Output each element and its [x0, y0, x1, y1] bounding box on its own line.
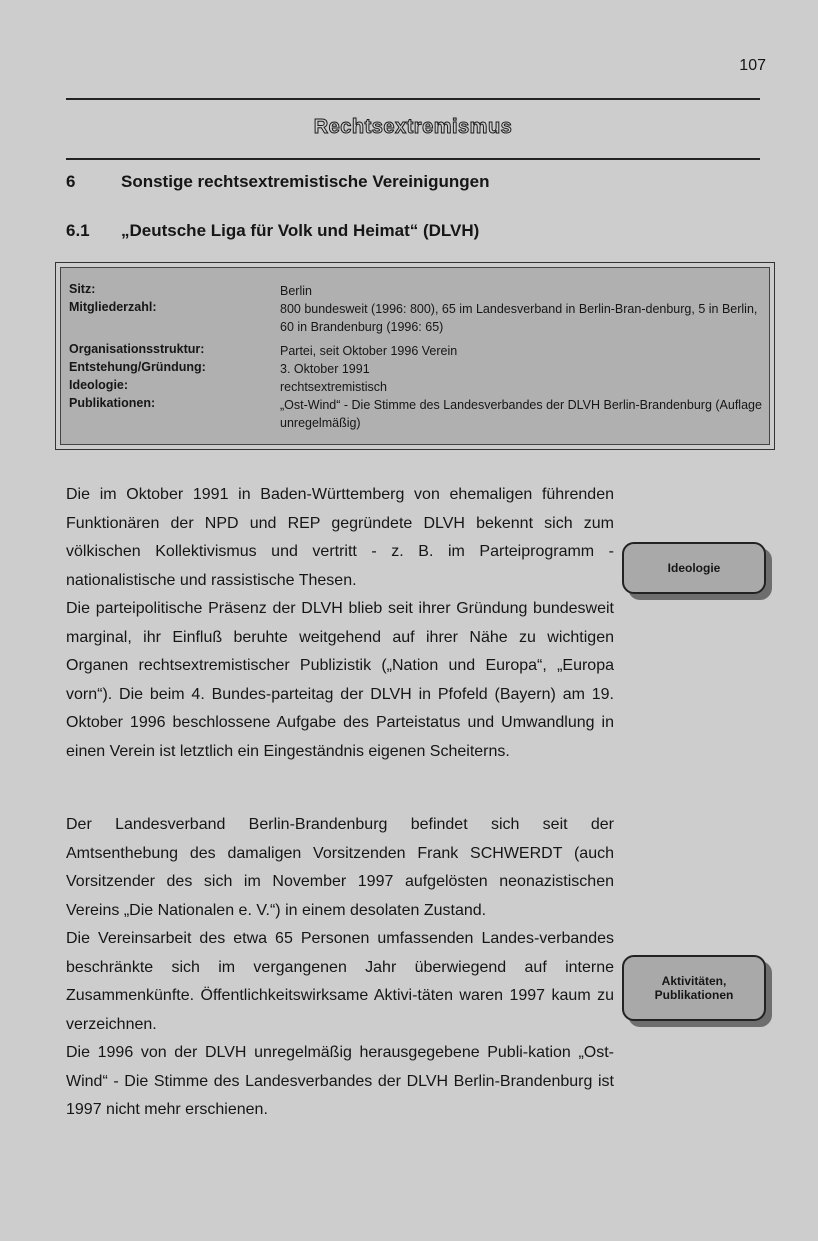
fact-key: Ideologie: — [69, 378, 129, 392]
subsection-title: „Deutsche Liga für Volk und Heimat“ (DLVH) — [121, 221, 480, 240]
section-number: 6 — [66, 172, 76, 191]
subsection-heading — [66, 221, 479, 241]
fact-key: Sitz: — [69, 282, 96, 296]
fact-value: rechtsextremistisch — [280, 380, 387, 394]
fact-value: Partei, seit Oktober 1996 Verein — [280, 344, 458, 358]
fact-key: Mitgliederzahl: — [69, 300, 157, 314]
section-title: Sonstige rechtsextremistische Vereinigungen — [121, 172, 490, 191]
paragraph: Die 1996 von der DLVH unregelmäßig herausgegebene Publi-kation „Ost-Wind“ - Die Stimme des Landesverbandes der DLVH Berlin-Brandenburg ist 1997 nicht mehr erschienen. — [66, 1044, 614, 1118]
paragraph: Die Vereinsarbeit des etwa 65 Personen umfassenden Landes-verbandes beschränkte sich im vergangenen Jahr überwiegend auf interne Zusammenkünfte. Öffentlichkeitswirksame Aktivi-täten waren 1997 kaum zu verzeichnen. — [66, 930, 614, 1033]
margin-note-aktivitaeten — [622, 955, 766, 1021]
running-head: Rechtsextremismus — [313, 116, 513, 138]
body-block-1 — [66, 481, 614, 766]
fact-box — [55, 262, 775, 450]
fact-key: Entstehung/Gründung: — [69, 360, 206, 374]
fact-value: „Ost-Wind“ - Die Stimme des Landesverbandes der DLVH Berlin-Brandenburg (Auflage unregelmäßig) — [280, 398, 762, 430]
paragraph: Der Landesverband Berlin-Brandenburg befindet sich seit der Amtsenthebung des damaligen Vorsitzenden Frank SCHWERDT (auch Vorsitzender des sich im November 1997 aufgelösten neonazistischen Vereins „Die Nationalen e. V.“) in einem desolaten Zustand. — [66, 816, 614, 919]
fact-key: Organisationsstruktur: — [69, 342, 205, 356]
page-number: 107 — [739, 57, 766, 74]
top-rule — [66, 98, 760, 100]
head-rule — [66, 158, 760, 160]
fact-key: Publikationen: — [69, 396, 156, 410]
fact-value: Berlin — [280, 284, 312, 298]
margin-note-label: Ideologie — [667, 561, 721, 575]
subsection-number: 6.1 — [66, 221, 90, 240]
fact-value: 800 bundesweit (1996: 800), 65 im Landesverband in Berlin-Bran-denburg, 5 in Berlin, 60 in Brandenburg (1996: 65) — [280, 302, 758, 334]
fact-value: 3. Oktober 1991 — [280, 362, 370, 376]
margin-note-label: Aktivitäten, — [661, 974, 727, 988]
margin-note-label: Publikationen — [654, 988, 734, 1002]
body-block-2 — [66, 811, 614, 1125]
paragraph: Die parteipolitische Präsenz der DLVH blieb seit ihrer Gründung bundesweit marginal, ihr Einfluß beruhte weitgehend auf ihrer Nähe zu wichtigen Organen rechtsextremistischer Publizistik („Nation und Europa“, „Europa vorn“). Die beim 4. Bundes-parteitag der DLVH in Pfofeld (Bayern) am 19. Oktober 1996 beschlossene Aufgabe des Parteistatus und Umwandlung in einen Verein ist letztlich ein Eingeständnis eigenen Scheiterns. — [66, 600, 614, 760]
margin-note-ideologie — [622, 542, 766, 594]
fact-box-inner — [60, 267, 770, 445]
section-heading — [66, 172, 489, 192]
paragraph: Die im Oktober 1991 in Baden-Württemberg von ehemaligen führenden Funktionären der NPD und REP gegründete DLVH bekennt sich zum völkischen Kollektivismus und vertritt - z. B. im Parteiprogramm - nationalistische und rassistische Thesen. — [66, 486, 614, 589]
